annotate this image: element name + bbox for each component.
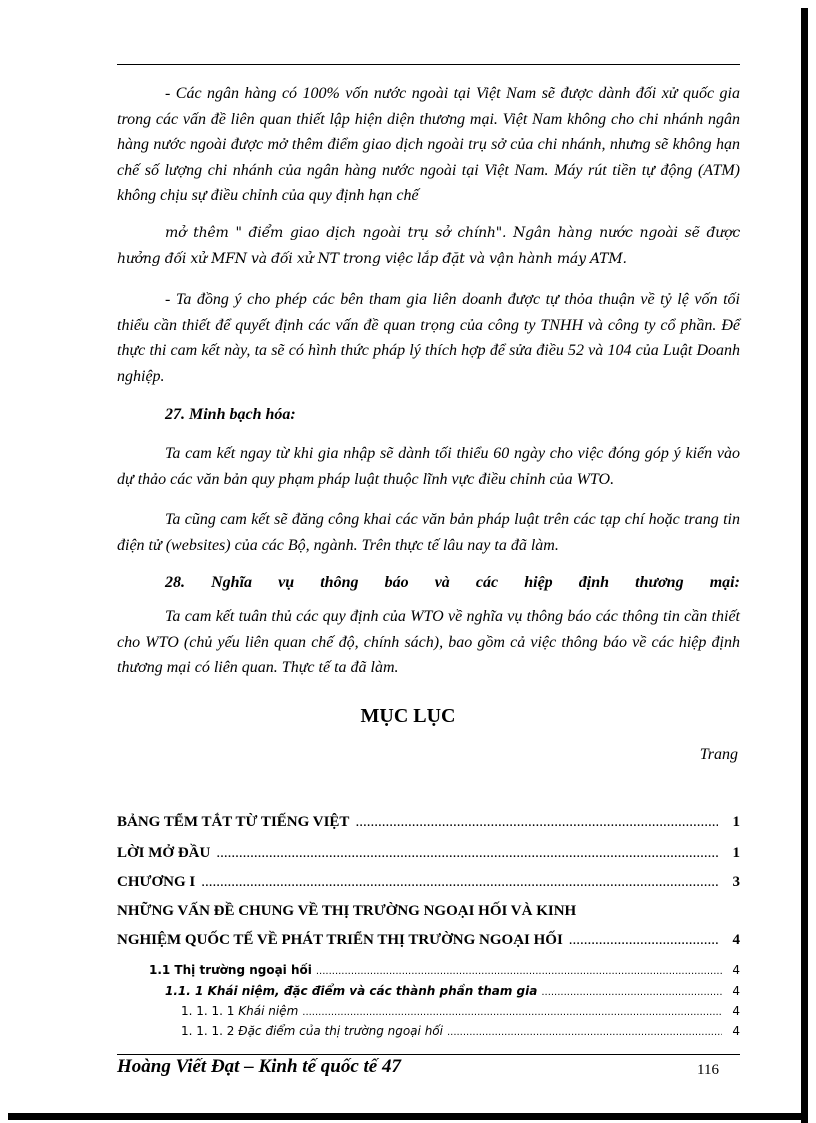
heading-word: báo	[384, 574, 409, 591]
toc-entry[interactable]	[117, 814, 740, 831]
page-number: 116	[697, 1062, 719, 1078]
heading-word: và	[434, 574, 450, 591]
heading-word: thông	[320, 574, 359, 591]
toc-entry-number: 1. 1. 1. 2	[181, 1024, 235, 1038]
toc-leader-dots	[541, 984, 722, 998]
paragraph-text: Ta cam kết tuân thủ các quy định của WTO về nghĩa vụ thông báo các thông tin cần thiết cho WTO (chủ yếu liên quan chế độ, chính sách), bao gồm cả việc thông báo về các hiệp định thương mại có liên quan. Thực tế ta đã làm.	[117, 608, 740, 676]
toc-page-header: Trang	[699, 746, 738, 763]
toc-sub-entry[interactable]	[181, 1004, 740, 1018]
paragraph-publish	[117, 507, 740, 558]
paragraph-text: - Các ngân hàng có 100% vốn nước ngoài tại Việt Nam sẽ được dành đối xử quốc gia trong các vấn đề liên quan thiết lập hiện diện thương mại. Việt Nam không cho chi nhánh ngân hàng nước ngoài được mở thêm điểm giao dịch ngoài trụ sở của chi nhánh, nhưng sẽ không hạn chế số lượng chi nhánh của ngân hàng nước ngoài tại Việt Nam. Máy rút tiền tự động (ATM) không chịu sự điều chỉnh của quy định hạn chế	[117, 85, 740, 204]
toc-leader-dots	[216, 845, 718, 862]
toc-entry-label: 1.1. 1 Khái niệm, đặc điểm và các thành phần tham gia	[165, 984, 538, 998]
heading-word: định	[578, 574, 610, 591]
toc-entry[interactable]	[117, 845, 740, 862]
toc-leader-dots	[316, 963, 722, 977]
toc-entry-label: Đặc điểm của thị trường ngoại hối	[238, 1024, 443, 1038]
toc-entry-label: Khái niệm	[238, 1004, 299, 1018]
toc-leader-dots	[569, 932, 718, 949]
header-rule	[117, 64, 740, 65]
heading-word: Nghĩa	[211, 574, 253, 591]
heading-27: 27. Minh bạch hóa:	[165, 406, 296, 423]
paragraph-joint-venture	[117, 287, 740, 389]
toc-entry-page: 1	[732, 814, 740, 830]
toc-entry-label: LỜI MỞ ĐẦU	[117, 845, 211, 861]
footer-rule	[117, 1054, 740, 1055]
paragraph-foreign-banks	[117, 81, 740, 209]
toc-chapter-title-line1[interactable]: NHỮNG VẤN ĐỀ CHUNG VỀ THỊ TRƯỜNG NGOẠI HỐI VÀ KINH	[117, 903, 577, 919]
toc-sub-entry[interactable]	[149, 963, 740, 977]
toc-leader-dots	[201, 874, 718, 891]
toc-entry-page: 4	[732, 984, 740, 998]
paragraph-text: Ta cam kết ngay từ khi gia nhập sẽ dành tối thiểu 60 ngày cho việc đóng góp ý kiến vào dự thảo các văn bản quy phạm pháp luật thuộc lĩnh vực điều chỉnh của WTO.	[117, 445, 740, 488]
paragraph-text: Ta cũng cam kết sẽ đăng công khai các văn bản pháp luật trên các tạp chí hoặc trang tin điện tử (websites) của các Bộ, ngành. Trên thực tế lâu nay ta đã làm.	[117, 511, 740, 554]
toc-sub-entry[interactable]	[181, 1024, 740, 1038]
paragraph-text: mở thêm " điểm giao dịch ngoài trụ sở chính". Ngân hàng nước ngoài sẽ được hưởng đối xử MFN và đối xử NT trong việc lắp đặt và vận hành máy ATM.	[117, 225, 740, 267]
page-shadow-bottom	[8, 1113, 808, 1120]
toc-entry-label: NGHIỆM QUỐC TẾ VỀ PHÁT TRIỂN THỊ TRƯỜNG NGOẠI HỐI	[117, 932, 563, 948]
toc-entry-label: CHƯƠNG I	[117, 874, 196, 890]
heading-word: các	[475, 574, 499, 591]
toc-entry-page: 4	[732, 1024, 740, 1038]
toc-entry[interactable]	[117, 874, 740, 891]
toc-entry-page: 4	[732, 1004, 740, 1018]
heading-word: hiệp	[524, 574, 553, 591]
heading-word: thương	[635, 574, 684, 591]
toc-entry-page: 1	[732, 845, 740, 861]
paragraph-notification	[117, 604, 740, 681]
paragraph-60-days	[117, 441, 740, 492]
toc-leader-dots	[447, 1024, 722, 1038]
page-shadow-right	[801, 8, 808, 1123]
toc-title: MỤC LỤC	[360, 705, 456, 727]
heading-word: mại:	[709, 574, 740, 591]
footer-author: Hoàng Viết Đạt – Kinh tế quốc tế 47	[117, 1056, 401, 1077]
toc-sub-entry[interactable]	[165, 984, 740, 998]
heading-word: vụ	[278, 574, 295, 591]
heading-word: 28.	[165, 574, 185, 591]
toc-leader-dots	[302, 1004, 722, 1018]
paragraph-text: - Ta đồng ý cho phép các bên tham gia liên doanh được tự thỏa thuận về tỷ lệ vốn tối thiểu cần thiết để quyết định các vấn đề quan trọng của công ty TNHH và công ty cổ phần. Để thực thi cam kết này, ta sẽ có hình thức pháp lý thích hợp để sửa điều 52 và 104 của Luật Doanh nghiệp.	[117, 291, 740, 385]
toc-entry-number: 1. 1. 1. 1	[181, 1004, 235, 1018]
toc-entry-page: 3	[732, 874, 740, 890]
toc-entry-page: 4	[732, 932, 740, 948]
toc-entry-label: 1.1 Thị trường ngoại hối	[149, 963, 312, 977]
paragraph-atm	[117, 221, 740, 272]
heading-28	[165, 574, 740, 592]
toc-leader-dots	[355, 814, 718, 831]
toc-chapter-entry[interactable]	[117, 932, 740, 949]
toc-entry-label: BẢNG TỂM TẮT TỪ TIẾNG VIỆT	[117, 814, 350, 830]
toc-entry-page: 4	[732, 963, 740, 977]
